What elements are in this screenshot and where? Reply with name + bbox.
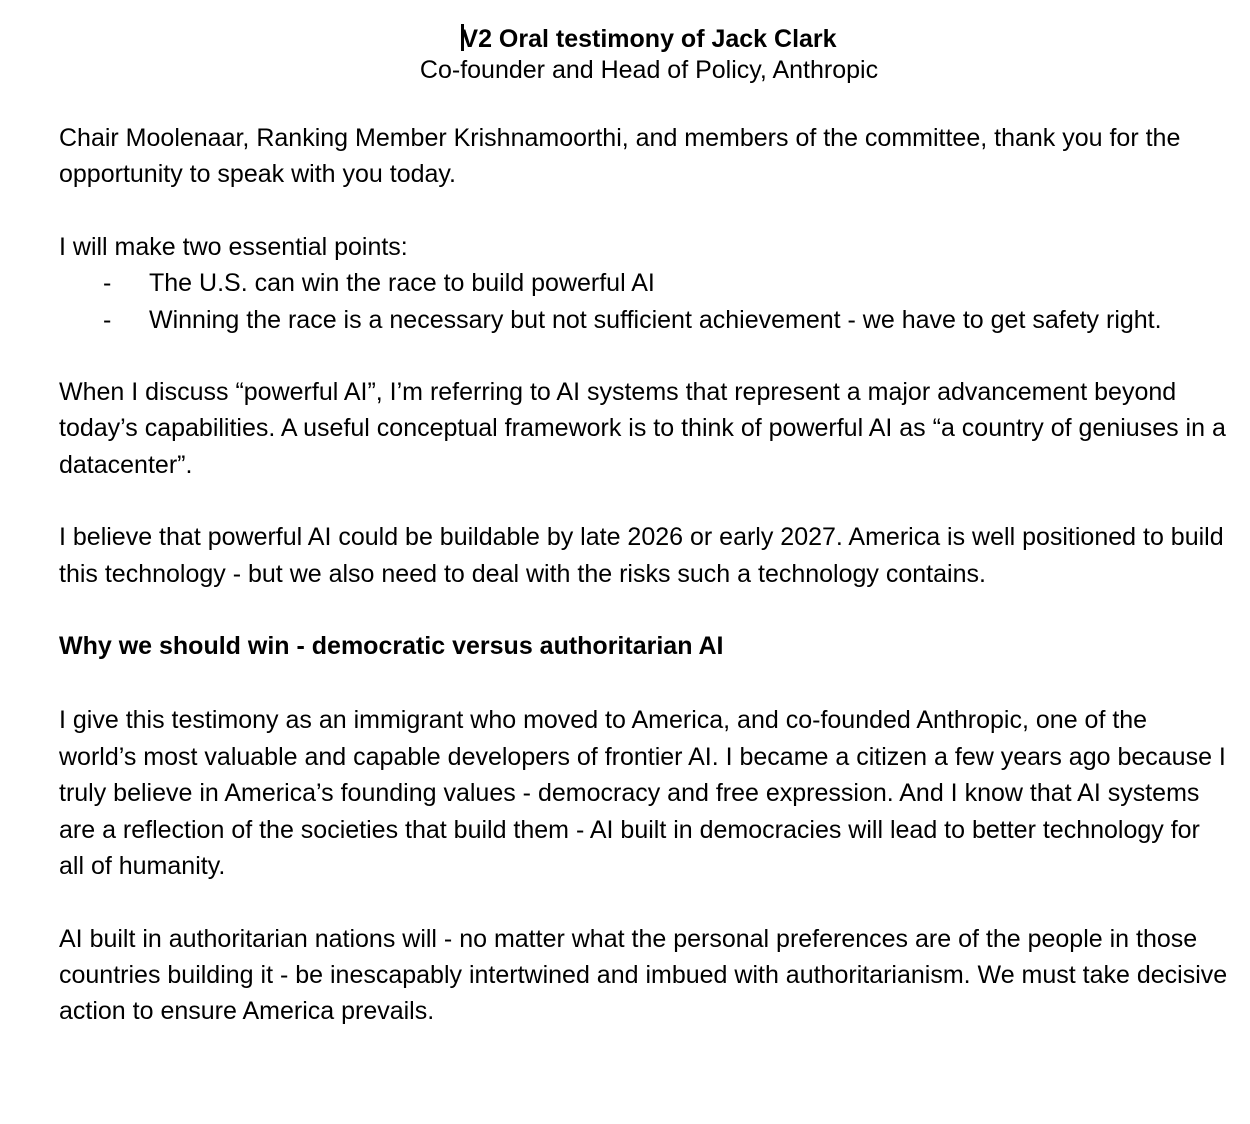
document-subtitle[interactable]: Co-founder and Head of Policy, Anthropic <box>419 56 879 84</box>
list-item[interactable] <box>59 265 1229 301</box>
section-heading[interactable]: Why we should win - democratic versus authoritarian AI <box>59 632 724 661</box>
list-bullet: - <box>103 269 112 298</box>
list-item[interactable] <box>59 302 1229 338</box>
list-item-text: The U.S. can win the race to build powerful AI <box>149 269 655 298</box>
document-title[interactable] <box>59 24 1239 55</box>
intro-paragraph[interactable]: Chair Moolenaar, Ranking Member Krishnamoorthi, and members of the committee, thank you for the opportunity to speak with you today. <box>59 124 1181 189</box>
document-title-text: V2 Oral testimony of Jack Clark <box>461 25 837 53</box>
list-item-text: Winning the race is a necessary but not sufficient achievement - we have to get safety right. <box>149 305 1162 334</box>
list-bullet: - <box>103 305 112 334</box>
points-list <box>59 265 1229 338</box>
belief-paragraph[interactable]: I believe that powerful AI could be buildable by late 2026 or early 2027. America is well positioned to build this technology - but we also need to deal with the risks such a technology contains. <box>59 523 1224 588</box>
testimony-paragraph[interactable]: I give this testimony as an immigrant who moved to America, and co-founded Anthropic, one of the world’s most valuable and capable developers of frontier AI. I became a citizen a few years ago because I truly believe in America’s founding values - democracy and free expression. And I know that AI systems are a reflection of the societies that build them - AI built in democracies will lead to better technology for all of humanity. <box>59 706 1226 881</box>
title-block <box>59 24 1239 86</box>
powerful-ai-paragraph[interactable]: When I discuss “powerful AI”, I’m referring to AI systems that represent a major advancement beyond today’s capabilities. A useful conceptual framework is to think of powerful AI as “a country of geniuses in a datacenter”. <box>59 378 1226 479</box>
points-lead-paragraph[interactable]: I will make two essential points: <box>59 232 408 261</box>
authoritarian-paragraph[interactable]: AI built in authoritarian nations will - no matter what the personal preferences are of the people in those countries building it - be inescapably intertwined and imbued with authoritarianism. We must take decisive action to ensure America prevails. <box>59 924 1228 1026</box>
